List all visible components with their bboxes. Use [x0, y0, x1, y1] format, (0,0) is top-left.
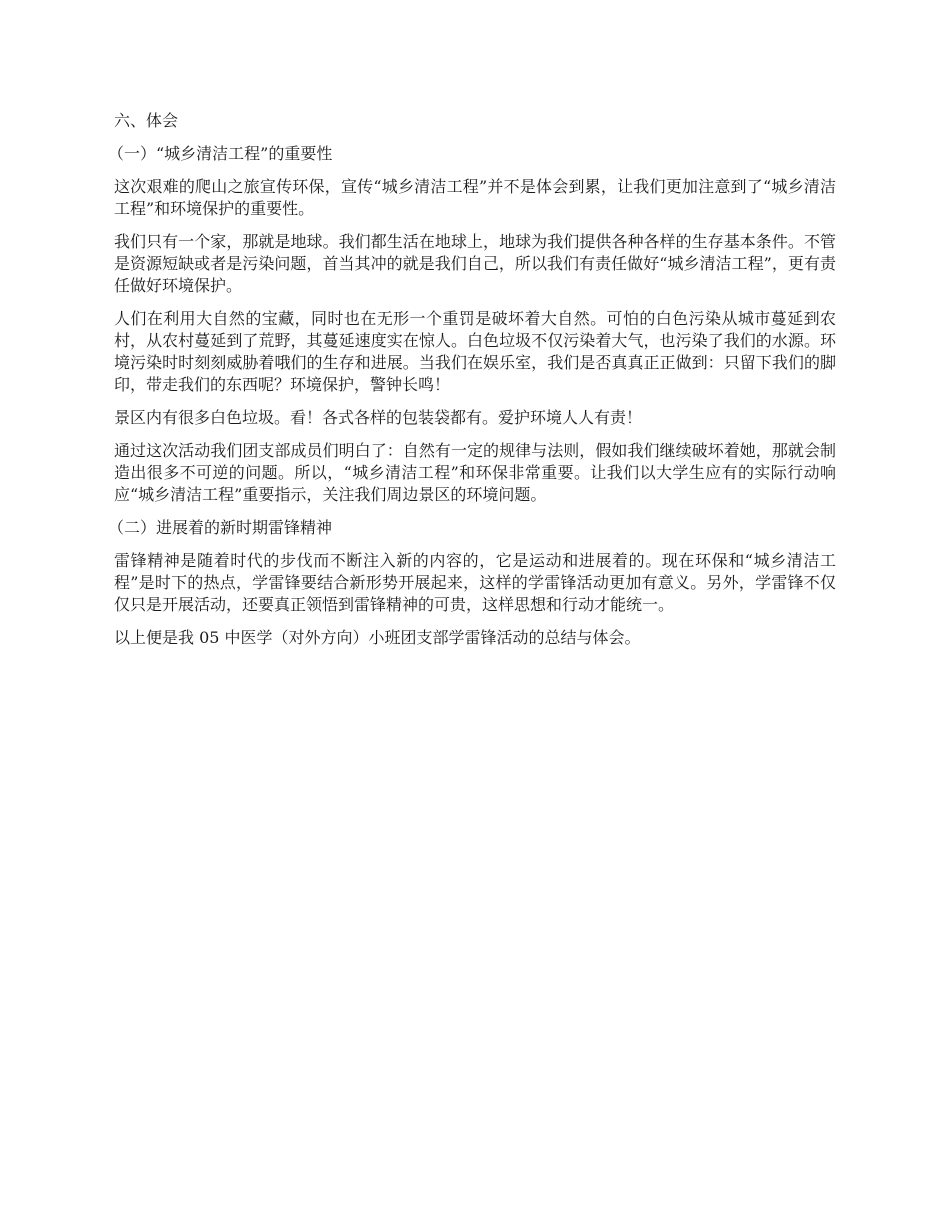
paragraph: 景区内有很多白色垃圾。看！各式各样的包装袋都有。爱护环境人人有责！ — [114, 408, 643, 427]
section-title: 六、体会 — [114, 111, 179, 130]
subsection-title-leifeng-spirit: （二）进展着的新时期雷锋精神 — [108, 518, 333, 537]
paragraph: 这次艰难的爬山之旅宣传环保，宣传“城乡清洁工程”并不是体会到累，让我们更加注意到了“城乡清洁工程”和环境保护的重要性。 — [114, 177, 836, 218]
paragraph: 人们在利用大自然的宝藏，同时也在无形一个重罚是破坏着大自然。可怕的白色污染从城市蔓延到农村，从农村蔓延到了荒野，其蔓延速度实在惊人。白色垃圾不仅污染着大气，也污染了我们的水源。环境污染时时刻刻威胁着哦们的生存和进展。当我们在娱乐室，我们是否真真正正做到：只留下我们的脚印，带走我们的东西呢？环境保护，警钟长鸣！ — [114, 309, 836, 394]
closing-paragraph: 以上便是我 05 中医学（对外方向）小班团支部学雷锋活动的总结与体会。 — [114, 628, 641, 647]
paragraph: 雷锋精神是随着时代的步伐而不断注入新的内容的，它是运动和进展着的。现在环保和“城乡清洁工程”是时下的热点，学雷锋要结合新形势开展起来，这样的学雷锋活动更加有意义。另外，学雷锋不仅仅只是开展活动，还要真正领悟到雷锋精神的可贵，这样思想和行动才能统一。 — [114, 551, 836, 614]
subsection-title-importance: （一）“城乡清洁工程”的重要性 — [108, 144, 333, 163]
paragraph: 我们只有一个家，那就是地球。我们都生活在地球上，地球为我们提供各种各样的生存基本条件。不管是资源短缺或者是污染问题，首当其冲的就是我们自己，所以我们有责任做好“城乡清洁工程”，更有责任做好环境保护。 — [114, 232, 836, 295]
paragraph: 通过这次活动我们团支部成员们明白了：自然有一定的规律与法则，假如我们继续破坏着她，那就会制造出很多不可逆的问题。所以，“城乡清洁工程”和环保非常重要。让我们以大学生应有的实际行动响应“城乡清洁工程”重要指示，关注我们周边景区的环境问题。 — [114, 441, 836, 504]
